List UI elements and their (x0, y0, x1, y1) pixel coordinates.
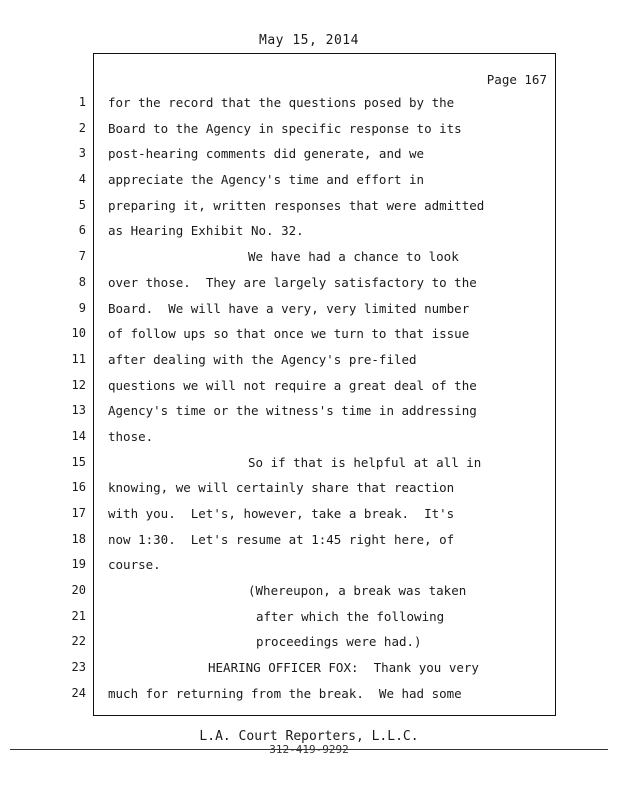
line-number: 3 (78, 146, 86, 161)
transcript-line: as Hearing Exhibit No. 32. (108, 223, 304, 239)
line-number: 11 (71, 351, 86, 366)
transcript-line: now 1:30. Let's resume at 1:45 right here, of (108, 531, 455, 547)
line-number: 19 (71, 557, 86, 572)
line-number: 12 (71, 377, 86, 392)
line-number: 6 (78, 223, 86, 238)
transcript-line: We have had a chance to look (248, 249, 459, 265)
line-number: 16 (71, 480, 86, 495)
line-number: 13 (71, 403, 86, 418)
line-number: 4 (78, 172, 86, 187)
line-number: 8 (78, 274, 86, 289)
footer-reporter: L.A. Court Reporters, L.L.C. (199, 729, 419, 744)
transcript-line: HEARING OFFICER FOX: Thank you very (208, 660, 479, 676)
transcript-line: over those. They are largely satisfactory to the (108, 274, 477, 290)
footer-rule (10, 749, 608, 750)
line-number: 20 (71, 583, 86, 598)
line-number: 9 (78, 300, 86, 315)
transcript-line: Agency's time or the witness's time in addressing (108, 403, 477, 419)
footer-phone: 312-419-9292 (269, 743, 349, 756)
line-number: 14 (71, 428, 86, 443)
line-number: 24 (71, 685, 86, 700)
line-number: 17 (71, 506, 86, 520)
line-number: 1 (78, 95, 86, 109)
transcript-line: course. (108, 557, 161, 573)
line-number: 22 (71, 634, 86, 649)
transcript-line: questions we will not require a great deal of the (108, 377, 477, 393)
line-number: 23 (71, 660, 86, 675)
page-number: Page 167 (486, 72, 547, 87)
transcript-line: appreciate the Agency's time and effort in (108, 172, 425, 188)
line-number: 10 (71, 326, 86, 341)
header-date: May 15, 2014 (259, 33, 359, 48)
transcript-line: with you. Let's, however, take a break. It's (108, 506, 455, 521)
transcript-line: those. (108, 428, 154, 444)
transcript-line: knowing, we will certainly share that reaction (108, 480, 455, 496)
line-number: 7 (78, 249, 86, 264)
transcript-line: So if that is helpful at all in (248, 454, 482, 470)
transcript-line: proceedings were had.) (256, 634, 422, 650)
transcript-body (108, 90, 548, 707)
transcript-line: Board. We will have a very, very limited number (108, 300, 470, 316)
line-numbers (58, 90, 86, 707)
transcript-line: post-hearing comments did generate, and we (108, 146, 425, 162)
line-number: 15 (71, 454, 86, 469)
line-number: 21 (71, 608, 86, 623)
line-number: 18 (71, 531, 86, 546)
transcript-line: of follow ups so that once we turn to that issue (108, 326, 470, 342)
transcript-line: preparing it, written responses that were admitted (108, 197, 485, 213)
line-number: 2 (78, 120, 86, 135)
transcript-line: much for returning from the break. We had some (108, 685, 462, 701)
transcript-line: Board to the Agency in specific response to its (108, 120, 462, 136)
transcript-line: (Whereupon, a break was taken (248, 583, 467, 599)
transcript-line: after which the following (256, 608, 445, 624)
transcript-line: for the record that the questions posed by the (108, 95, 455, 110)
line-number: 5 (78, 197, 86, 212)
transcript-line: after dealing with the Agency's pre-filed (108, 351, 417, 367)
